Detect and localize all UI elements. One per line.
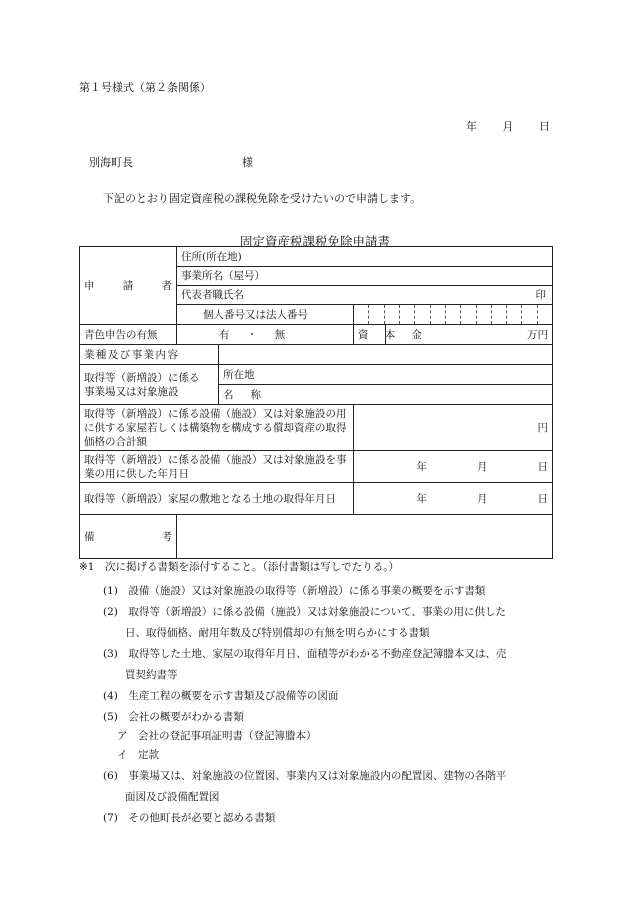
capital-label: 資 本 金	[354, 325, 386, 345]
facility-name-field[interactable]	[219, 385, 553, 405]
note-item-3-cont: 買契約書等	[125, 669, 178, 681]
date-year-label: 年	[466, 120, 477, 133]
business-use-date-label: 取得等（新増設）に係る設備（施設）又は対象施設を事業の用に供した年月日	[80, 451, 354, 483]
location-label: 所在地	[223, 368, 255, 381]
note-item-2-cont: 日、取得価格、耐用年数及び特別償却の有無を明らかにする書類	[125, 627, 430, 639]
representative-label: 代表者職氏名	[181, 289, 244, 301]
my-number-label: 個人番号又は法人番号	[177, 305, 354, 325]
form-number: 第１号様式（第２条関係）	[79, 81, 211, 94]
representative-field[interactable]	[177, 286, 553, 305]
remarks-field[interactable]	[177, 515, 553, 559]
my-number-boxes[interactable]	[354, 305, 553, 325]
note-item-4: (4) 生産工程の概要を示す書類及び設備等の図面	[103, 690, 339, 702]
notes-intro: 次に掲げる書類を添付すること。（添付書類は写しでたりる。）	[105, 561, 399, 573]
form-title: 固定資産税課税免除申請書	[239, 234, 390, 249]
note-item-5a: ア 会社の登記事項証明書（登記簿謄本）	[117, 730, 317, 742]
location-field[interactable]	[219, 365, 553, 385]
note-item-1: (1) 設備（施設）又は対象施設の取得等（新増設）に係る事業の概要を示す書類	[103, 585, 486, 597]
note-item-7: (7) その他町長が必要と認める書類	[103, 812, 276, 824]
land-acquisition-date-field[interactable]: 年 月 日	[354, 483, 553, 515]
facility-name-label: 名 称	[223, 388, 261, 401]
business-use-date-field[interactable]: 年 月 日	[354, 451, 553, 483]
business-content-field[interactable]	[219, 345, 553, 365]
applicant-label: 申 請 者	[80, 247, 177, 325]
blue-return-dot: ・	[246, 328, 258, 341]
acquisition-cost-field[interactable]	[354, 405, 553, 451]
seal-mark: 印	[535, 289, 547, 301]
business-name-field[interactable]	[177, 267, 553, 286]
note-item-3: (3) 取得等した土地、家屋の取得年月日、面積等がわかる不動産登記簿謄本又は、売	[103, 648, 507, 660]
address-label: 住所(所在地)	[181, 250, 242, 263]
note-item-5b: イ 定款	[117, 749, 159, 761]
date-day-label: 日	[539, 120, 550, 133]
date-line	[466, 121, 550, 132]
blue-return-label: 青色申告の有無	[80, 325, 177, 345]
land-acquisition-date-label: 取得等（新増設）家屋の敷地となる土地の取得年月日	[80, 483, 354, 515]
business-content-label: 業 種 及 び 事 業 内 容	[80, 345, 219, 365]
business-name-label: 事業所名（屋号）	[181, 270, 265, 282]
request-text: 下記のとおり固定資産税の課税免除を受けたいので申請します。	[103, 192, 422, 205]
capital-unit: 万円	[527, 328, 549, 341]
yen-unit: 円	[537, 421, 549, 434]
note-item-2: (2) 取得等（新増設）に係る設備（施設）又は対象施設について、事業の用に供した	[103, 606, 506, 618]
addressee: 別海町長	[89, 156, 133, 169]
note-item-6: (6) 事業場又は、対象施設の位置図、事業内又は対象施設内の配置図、建物の各階平	[103, 770, 507, 782]
facility-label: 取得等（新増設）に係る 事業場又は対象施設	[80, 365, 219, 405]
note-item-5: (5) 会社の概要がわかる書類	[103, 711, 244, 723]
application-table	[79, 246, 553, 559]
blue-return-no[interactable]: 無	[274, 328, 286, 341]
blue-return-choice[interactable]	[177, 325, 354, 345]
remarks-label: 備 考	[80, 515, 177, 559]
note-item-6-cont: 面図及び設備配置図	[125, 791, 220, 803]
acquisition-cost-label: 取得等（新増設）に係る設備（施設）又は対象施設の用に供する家屋若しくは構築物を構成する償却資産の取得価格の合計額	[80, 405, 354, 451]
blue-return-yes[interactable]: 有	[219, 328, 230, 341]
notes-mark: ※1	[79, 561, 95, 573]
date-month-label: 月	[502, 120, 514, 133]
honorific: 様	[242, 156, 253, 169]
address-field[interactable]	[177, 247, 553, 267]
